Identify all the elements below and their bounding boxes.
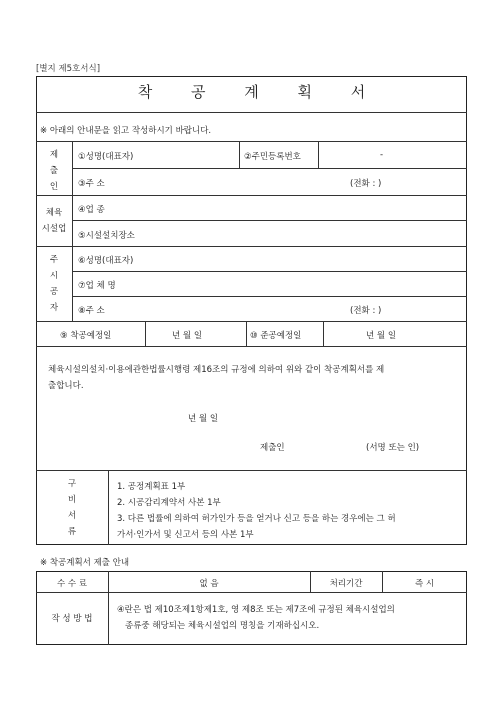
divider <box>318 141 319 168</box>
divider <box>36 112 467 113</box>
divider <box>145 321 146 346</box>
section-char: 자 <box>49 303 59 313</box>
applicant-rrn-label: ②주민등록번호 <box>244 152 301 162</box>
divider <box>36 141 467 142</box>
divider <box>108 470 109 545</box>
applicant-name-label: ①성명(대표자) <box>78 152 134 162</box>
section-char: 공 <box>49 287 59 297</box>
divider <box>36 470 467 471</box>
start-date-label: ⑨ 착공예정일 <box>60 331 112 341</box>
method-label: 작 성 방 법 <box>51 614 93 624</box>
section-char: 류 <box>67 527 77 537</box>
divider <box>36 592 467 593</box>
divider <box>323 321 324 346</box>
applicant-rrn-value[interactable]: - <box>380 150 384 160</box>
notice-text: ※ 아래의 안내문을 읽고 작성하시기 바랍니다. <box>40 126 212 136</box>
builder-section-label <box>36 252 72 316</box>
business-location-label: ⑤시설설치장소 <box>78 231 135 241</box>
builder-address-label: ⑧주 소 <box>78 306 105 316</box>
document-item: 1. 공정계획표 1부 <box>117 482 186 492</box>
section-char: 제 <box>49 150 59 160</box>
guide-title: ※ 착공계획서 제출 안내 <box>40 558 130 568</box>
applicant-phone[interactable]: (전화 : ) <box>350 179 382 189</box>
business-type-label: ④업 종 <box>78 205 105 215</box>
statement-line-2: 출합니다. <box>48 381 84 391</box>
builder-phone[interactable]: (전화 : ) <box>350 306 382 316</box>
divider <box>36 321 467 322</box>
applicant-section-label <box>36 147 72 195</box>
divider <box>36 346 467 347</box>
document-item: 가서·인가서 및 신고서 등의 사본 1부 <box>117 530 254 540</box>
divider <box>36 246 467 247</box>
divider <box>72 220 467 221</box>
divider <box>36 195 467 196</box>
divider <box>246 321 247 346</box>
fee-label: 수 수 료 <box>56 579 88 589</box>
section-char: 인 <box>49 182 59 192</box>
submitter-label: 제출인 <box>260 443 285 453</box>
section-char: 구 <box>67 479 77 489</box>
divider <box>72 296 467 297</box>
method-line-1: ④란은 법 제10조제1항제1호, 영 제8조 또는 제7조에 규정된 체육시설업의 <box>117 605 395 615</box>
section-char: 시 <box>49 271 59 281</box>
document-item: 2. 시공감리계약서 사본 1부 <box>117 498 221 508</box>
method-line-2: 종류중 해당되는 체육시설업의 명칭을 기재하십시오. <box>125 621 320 631</box>
section-char: 시설업 <box>41 224 67 234</box>
form-number-label: [별지 제5호서식] <box>36 64 101 74</box>
divider <box>72 271 467 272</box>
divider <box>72 141 73 321</box>
section-char: 서 <box>67 511 77 521</box>
section-char: 체육 <box>45 208 63 218</box>
applicant-address-label: ③주 소 <box>78 179 105 189</box>
document-item: 3. 다른 법률에 의하여 허가인가 등을 얻거나 신고 등을 하는 경우에는 그 허 <box>117 514 396 524</box>
end-date-label: ⑩ 준공예정일 <box>250 331 302 341</box>
start-date-value[interactable]: 년 월 일 <box>172 331 203 341</box>
section-char: 주 <box>49 255 59 265</box>
section-char: 비 <box>67 495 77 505</box>
period-label: 처리기간 <box>329 579 363 589</box>
builder-company-label: ⑦업 체 명 <box>78 281 116 291</box>
statement-date[interactable]: 년 월 일 <box>188 414 219 424</box>
documents-section-label <box>36 476 108 540</box>
fee-value: 없 음 <box>199 579 219 589</box>
business-section-label <box>36 205 72 237</box>
divider <box>72 168 467 169</box>
statement-line-1: 체육시설의설치·이용에관한법률시행령 제16조의 규정에 의하여 위와 같이 착공계획서를 제 <box>48 365 385 375</box>
builder-name-label: ⑥성명(대표자) <box>78 256 134 266</box>
period-value: 즉 시 <box>414 579 435 589</box>
signature-field[interactable]: (서명 또는 인) <box>366 443 420 453</box>
divider <box>239 141 240 168</box>
end-date-value[interactable]: 년 월 일 <box>366 331 397 341</box>
document-title: 착 공 계 획 서 <box>137 83 383 101</box>
section-char: 출 <box>49 166 59 176</box>
